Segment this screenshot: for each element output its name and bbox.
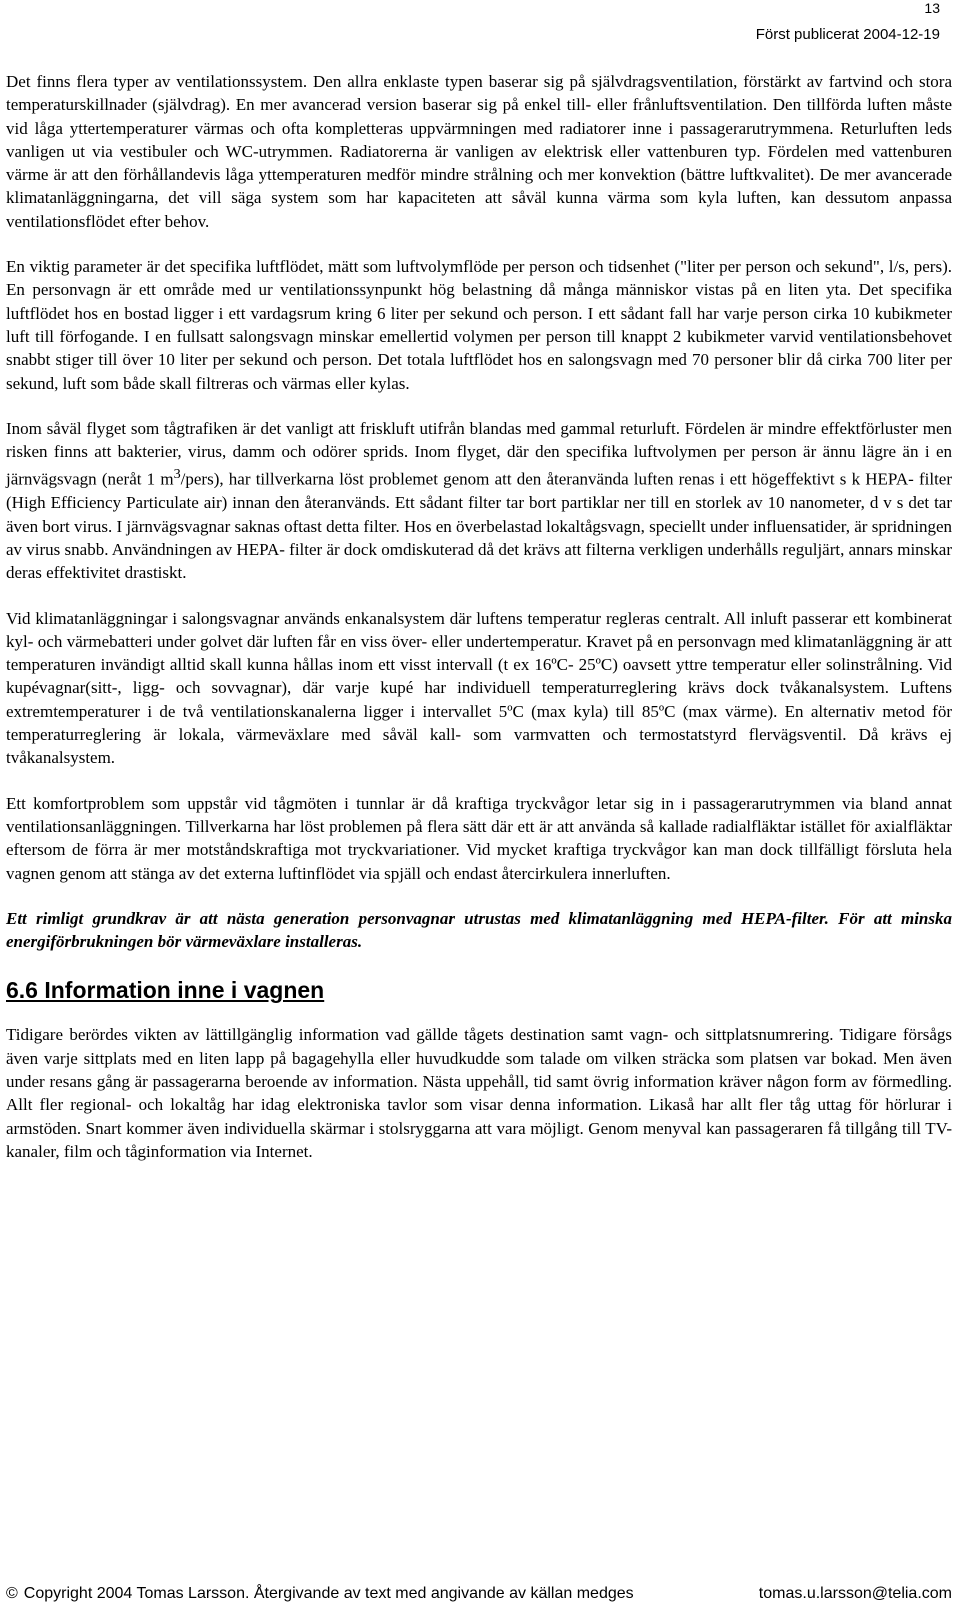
publication-date: Först publicerat 2004-12-19	[755, 26, 940, 43]
paragraph-airflow: En viktig parameter är det specifika luftflödet, mätt som luftvolymflöde per person och tidsenhet ("liter per person och sekund", l/s, pers). En personvagn är ett område med ur ventilationssynpunkt hög belastning då många människor vistas på en liten yta. Det specifika luftflödet hos en bostad ligger i ett vardagsrum kring 6 liter per sekund och person. I ett sådant fall har varje person cirka 10 kubikmeter luft till förfogande. I en fullsatt salongsvagn minskar emellertid volymen per person till knappt 2 kubikmeter varvid ventilationsbehovet snabbt stiger till över 10 liter per sekund och person. Det totala luftflödet hos en salongsvagn med 70 personer blir då cirka 700 liter per sekund, luft som både skall filtreras och värmas eller kylas.	[6, 257, 952, 393]
paragraph-climate-systems: Vid klimatanläggningar i salongsvagnar används enkanalsystem där luftens temperatur regleras centralt. All inluft passerar ett kombinerat kyl- och värmebatteri under golvet där luften får en viss över- eller undertemperatur. Kravet på en personvagn med klimatanläggning är att temperaturen invändigt alltid skall kunna hållas inom ett visst intervall (t ex 16ºC- 25ºC) oavsett yttre temperatur eller solinstrålning. Vid kupévagnar(sitt-, ligg- och sovvagnar), där varje kupé har individuell temperaturreglering krävs dock tvåkanalsystem. Luftens extremtemperaturer i de två ventilationskanalerna ligger i intervallet 5ºC (max kyla) till 85ºC (max värme). En alternativ metod för temperaturreglering är lokala, värmeväxlare med såväl kall- som varmvatten och termostatstyrd flervägsventil. Då krävs ej tvåkanalsystem.	[6, 608, 952, 768]
paragraph-recirculation	[6, 417, 952, 585]
page-footer	[6, 1585, 952, 1603]
page-number: 13	[924, 0, 940, 16]
document-body	[6, 70, 952, 1185]
copyright-icon: ©	[6, 1585, 18, 1602]
paragraph-information: Tidigare berördes vikten av lättillgänglig information vad gällde tågets destination samt vagn- och sittplatsnumrering. Tidigare försågs även varje sittplats med en liten lapp på bagagehylla eller huvudkudde som talade om vilken sträcka som platsen var bokad. Men även under resans gång är passagerarna beroende av information. Nästa uppehåll, tid samt övrig information kräver någon form av förmedling. Allt fler regional- och lokaltåg har idag elektroniska tavlor som visar denna information. Likaså har allt fler tåg uttag för hörlurar i armstöden. Snart kommer även individuella skärmar i stolsryggarna att vara möjligt. Genom menyval kan passageraren få tillgång till TV- kanaler, film och tåginformation via Internet.	[6, 1025, 952, 1161]
author-email: tomas.u.larsson@telia.com	[758, 1585, 952, 1602]
paragraph-ventilation-types: Det finns flera typer av ventilationssystem. Den allra enklaste typen baserar sig på självdragsventilation, förstärkt av fartvind och stora temperaturskillnader (självdrag). En mer avancerad version baserar sig på enkel till- eller frånluftsventilation. Den tillförda luften måste vid låga yttertemperaturer värmas och ofta kompletteras uppvärmningen med radiatorer inne i passagerarutrymmena. Returluften leds vanligen ut via vestibuler och WC-utrymmen. Radiatorerna är vanligen av elektrisk eller vattenburen typ. Fördelen med vattenburen värme är att den förhållandevis låga yttemperaturen medför mindre strålning och mer konvektion (bättre luftkvalitet). De mer avancerade klimatanläggningarna, det vill säga system som har kapaciteten att såväl kunna värma som kyla luften, kan dessutom anpassa ventilationsflödet efter behov.	[6, 72, 952, 231]
section-heading: 6.6 Information inne i vagnen	[6, 977, 325, 1004]
copyright-notice	[6, 1585, 634, 1603]
paragraph-recommendation: Ett rimligt grundkrav är att nästa generation personvagnar utrustas med klimatanläggning med HEPA-filter. För att minska energiförbrukningen bör värmeväxlare installeras.	[6, 908, 952, 952]
copyright-text: Copyright 2004 Tomas Larsson. Återgivande av text med angivande av källan medges	[23, 1585, 634, 1602]
paragraph-recirculation-part1: Inom såväl flyget som tågtrafiken är det vanligt att friskluft utifrån blandas med gammal returluft. Fördelen är mindre effektförluster men risken finns att bakterier, virus, damm och odörer sprids. Inom flyget, där den specifika luftvolymen per person är ännu lägre än i en järnvägsvagn (neråt 1 m	[6, 418, 952, 490]
superscript-cubic: 3	[173, 466, 181, 483]
paragraph-pressure-waves: Ett komfortproblem som uppstår vid tågmöten i tunnlar är då kraftiga tryckvågor letar sig in i passagerarutrymmen via bland annat ventilationsanläggningen. Tillverkarna har löst problemen på flera sätt där ett är att använda så kallade radialfläktar istället för axialfläktar eftersom de förra är mer motståndskraftiga mot tryckvariationer. Vid mycket kraftiga tryckvågor kan man dock tillfälligt försluta hela vagnen genom att stänga av det externa luftinflödet via spjäll och endast återcirkulera innerluften.	[6, 793, 952, 883]
paragraph-recirculation-part2: /pers), har tillverkarna löst problemet genom att den återanvända luften renas i ett högeffektivt s k HEPA- filter (High Efficiency Particulate air) innan den återanvänds. Ett sådant filter tar bort partiklar ner till en storlek av 10 nanometer, d v s det tar även bort virus. I järnvägsvagnar saknas oftast detta filter. Hos en överbelastad lokaltågsvagn, speciellt under influensatider, är spridningen av virus snabb. Användningen av HEPA- filter är dock omdiskuterad då det krävs att filterna verkligen underhålls reguljärt, annars minskar deras effektivitet drastiskt.	[6, 470, 952, 583]
